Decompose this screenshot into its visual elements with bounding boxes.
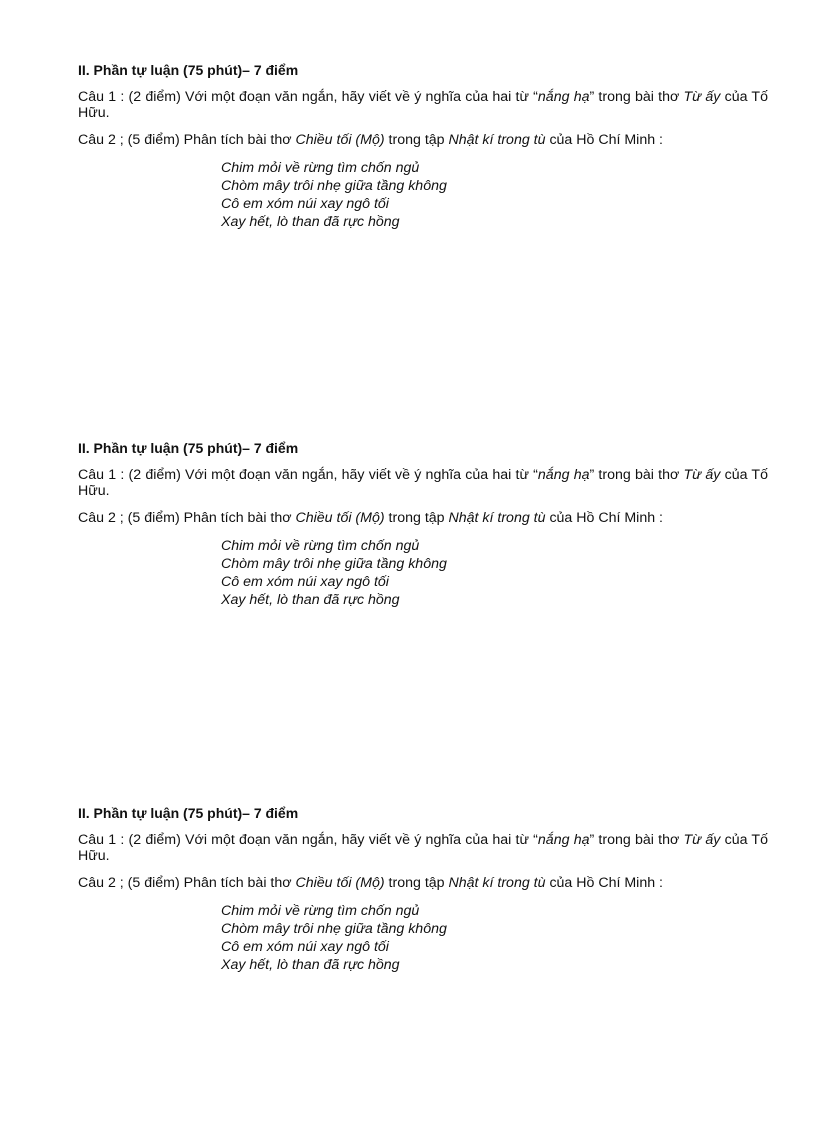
question-2-collection: Nhật kí trong tù [448, 132, 546, 148]
poem-line: Xay hết, lò than đã rực hồng [221, 957, 400, 973]
question-1 [78, 832, 768, 864]
question-1-suffix: của Tố Hữu. [78, 832, 768, 864]
poem-line: Chòm mây trôi nhẹ giữa tầng không [221, 556, 447, 572]
poem-line: Chim mỏi về rừng tìm chốn ngủ [221, 160, 420, 176]
question-2-collection: Nhật kí trong tù [448, 510, 546, 526]
exam-section-1 [78, 62, 768, 231]
poem-excerpt [221, 159, 768, 231]
question-1-term: nắng hạ [537, 467, 590, 483]
poem-line: Chim mỏi về rừng tìm chốn ngủ [221, 538, 420, 554]
question-1-middle: ” trong bài thơ [589, 89, 684, 105]
question-1-work: Từ ấy [683, 467, 721, 483]
poem-line: Xay hết, lò than đã rực hồng [221, 592, 400, 608]
exam-section-3 [78, 805, 768, 974]
section-heading: II. Phần tự luận (75 phút)– 7 điểm [78, 62, 299, 78]
question-1-prefix: Câu 1 : (2 điểm) Với một đoạn văn ngắn, hãy viết về ý nghĩa của hai từ “ [78, 89, 538, 105]
question-2-middle: trong tập [384, 510, 449, 526]
question-2 [78, 510, 768, 526]
question-1-term: nắng hạ [537, 89, 590, 105]
question-2-poem-title: Chiều tối (Mộ) [295, 510, 385, 526]
question-2 [78, 875, 768, 891]
poem-line: Chòm mây trôi nhẹ giữa tầng không [221, 921, 447, 937]
question-2-prefix: Câu 2 ; (5 điểm) Phân tích bài thơ [78, 510, 296, 526]
question-2-collection: Nhật kí trong tù [448, 875, 546, 891]
question-1-suffix: của Tố Hữu. [78, 89, 768, 121]
question-1-prefix: Câu 1 : (2 điểm) Với một đoạn văn ngắn, hãy viết về ý nghĩa của hai từ “ [78, 832, 538, 848]
poem-line: Chòm mây trôi nhẹ giữa tầng không [221, 178, 447, 194]
question-2-middle: trong tập [384, 132, 449, 148]
section-heading: II. Phần tự luận (75 phút)– 7 điểm [78, 440, 299, 456]
question-1-work: Từ ấy [683, 832, 721, 848]
question-1 [78, 89, 768, 121]
question-2-prefix: Câu 2 ; (5 điểm) Phân tích bài thơ [78, 132, 296, 148]
poem-line: Cô em xóm núi xay ngô tối [221, 196, 389, 212]
poem-excerpt [221, 902, 768, 974]
question-2-poem-title: Chiều tối (Mộ) [295, 132, 385, 148]
question-1-middle: ” trong bài thơ [589, 832, 684, 848]
exam-section-2 [78, 440, 768, 609]
question-2 [78, 132, 768, 148]
question-2-poem-title: Chiều tối (Mộ) [295, 875, 385, 891]
question-1-work: Từ ấy [683, 89, 721, 105]
question-2-suffix: của Hồ Chí Minh : [545, 132, 663, 148]
question-1-middle: ” trong bài thơ [589, 467, 684, 483]
poem-line: Cô em xóm núi xay ngô tối [221, 574, 389, 590]
poem-excerpt [221, 537, 768, 609]
question-2-suffix: của Hồ Chí Minh : [545, 510, 663, 526]
poem-line: Xay hết, lò than đã rực hồng [221, 214, 400, 230]
section-heading: II. Phần tự luận (75 phút)– 7 điểm [78, 805, 299, 821]
question-2-prefix: Câu 2 ; (5 điểm) Phân tích bài thơ [78, 875, 296, 891]
question-1 [78, 467, 768, 499]
poem-line: Cô em xóm núi xay ngô tối [221, 939, 389, 955]
question-1-suffix: của Tố Hữu. [78, 467, 768, 499]
question-1-prefix: Câu 1 : (2 điểm) Với một đoạn văn ngắn, hãy viết về ý nghĩa của hai từ “ [78, 467, 538, 483]
question-2-suffix: của Hồ Chí Minh : [545, 875, 663, 891]
question-2-middle: trong tập [384, 875, 449, 891]
poem-line: Chim mỏi về rừng tìm chốn ngủ [221, 903, 420, 919]
question-1-term: nắng hạ [537, 832, 590, 848]
